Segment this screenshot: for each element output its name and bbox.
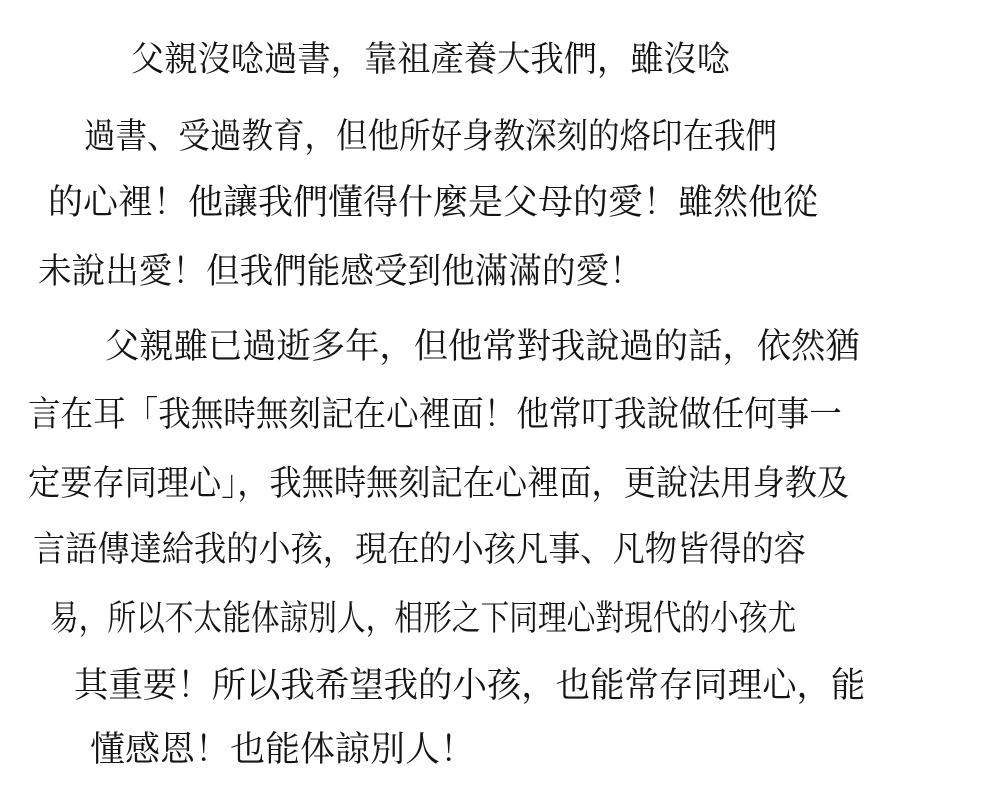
handwritten-line-11: 懂感恩！也能体諒別人！: [90, 730, 476, 770]
handwritten-line-3: 的心裡！他讓我們懂得什麼是父母的愛！雖然他從: [48, 183, 819, 223]
handwritten-line-8: 言語傳達給我的小孩，現在的小孩凡事、凡物皆得的容: [33, 530, 806, 570]
handwritten-line-4: 未說出愛！但我們能感受到他滿滿的愛！: [38, 252, 643, 292]
handwritten-line-9: 易，所以不太能体諒別人，相形之下同理心對現代的小孩尤: [50, 599, 797, 639]
handwritten-line-1: 父親沒唸過書，靠祖產養大我們，雖沒唸: [131, 40, 731, 80]
handwritten-line-7: 定要存同理心」，我無時無刻記在心裡面，更說法用身教及: [28, 464, 850, 504]
handwritten-line-2: 過書、受過教育，但他所好身教深刻的烙印在我們: [84, 117, 778, 157]
handwritten-line-10: 其重要！所以我希望我的小孩，也能常存同理心，能: [74, 666, 866, 706]
handwritten-line-6: 言在耳「我無時無刻記在心裡面！他常叮我說做任何事一: [28, 395, 842, 435]
handwritten-line-5: 父親雖已過逝多年，但他常對我說過的話，依然猶: [105, 327, 860, 367]
